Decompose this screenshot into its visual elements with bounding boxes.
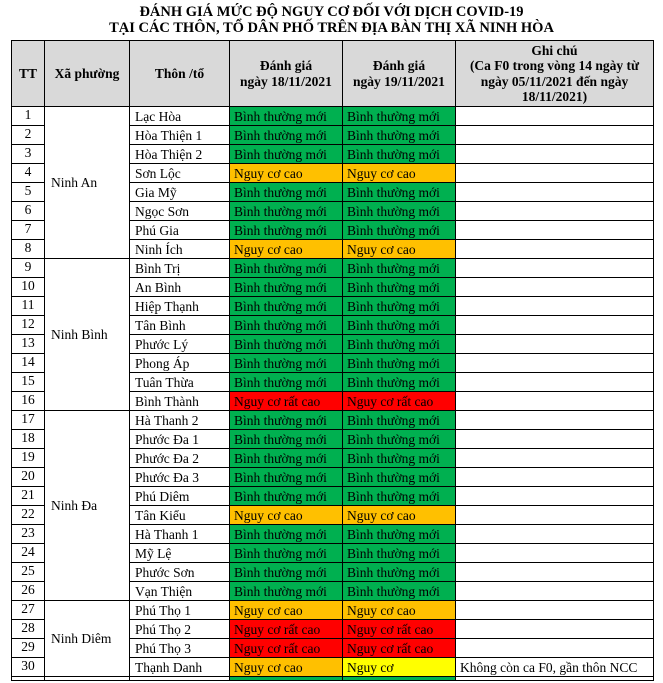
cell-status-19: Bình thường mới bbox=[343, 202, 456, 221]
cell-note bbox=[456, 373, 654, 392]
header-thon-to: Thôn /tổ bbox=[130, 41, 230, 107]
cell-xa-phuong bbox=[45, 677, 130, 681]
cell-status-18: Nguy cơ cao bbox=[230, 601, 343, 620]
cell-tt: 21 bbox=[12, 487, 45, 506]
cell-status-19: Bình thường mới bbox=[343, 582, 456, 601]
cell-note bbox=[456, 525, 654, 544]
cell-thon: An Bình bbox=[130, 278, 230, 297]
header-ghi-chu-line4: 18/11/2021) bbox=[521, 89, 588, 104]
header-ghi-chu-line2: (Ca F0 trong vòng 14 ngày từ bbox=[469, 58, 640, 73]
cell-thon: Phú Thọ 1 bbox=[130, 601, 230, 620]
cell-thon: Bình Trị bbox=[130, 259, 230, 278]
cell-note bbox=[456, 145, 654, 164]
cell-tt: 6 bbox=[12, 202, 45, 221]
cell-thon: Hà Thanh 1 bbox=[130, 525, 230, 544]
table-row bbox=[12, 259, 654, 278]
cell-note bbox=[456, 240, 654, 259]
cell-status-19: Bình thường mới bbox=[343, 411, 456, 430]
cell-thon: Mỹ Lệ bbox=[130, 544, 230, 563]
cell-status-19: Nguy cơ cao bbox=[343, 601, 456, 620]
header-danh-gia-18-line2: ngày 18/11/2021 bbox=[240, 73, 332, 89]
cell-note bbox=[456, 278, 654, 297]
cell-status-18: Bình thường mới bbox=[230, 487, 343, 506]
cell-status-19: Bình thường mới bbox=[343, 221, 456, 240]
cell-thon: Hà Thanh 2 bbox=[130, 411, 230, 430]
cell-status-19: Nguy cơ cao bbox=[343, 164, 456, 183]
cell-tt: 7 bbox=[12, 221, 45, 240]
cell-status-18: Bình thường mới bbox=[230, 373, 343, 392]
header-ghi-chu-line1: Ghi chú bbox=[531, 42, 578, 58]
header-tt: TT bbox=[12, 41, 45, 107]
cell-status-18: Bình thường mới bbox=[230, 202, 343, 221]
cell-status-18: Nguy cơ rất cao bbox=[230, 620, 343, 639]
cell-thon: Tân Bình bbox=[130, 316, 230, 335]
cell-note bbox=[456, 563, 654, 582]
cell-status-19: Nguy cơ bbox=[343, 658, 456, 677]
cell-tt: 8 bbox=[12, 240, 45, 259]
cell-tt: 30 bbox=[12, 658, 45, 677]
cell-note bbox=[456, 221, 654, 240]
cell-status-19: Bình thường mới bbox=[343, 316, 456, 335]
cell-status-19: Bình thường mới bbox=[343, 107, 456, 126]
cell-thon: Vạn Thiện bbox=[130, 582, 230, 601]
cell-note bbox=[456, 202, 654, 221]
cell-tt: 25 bbox=[12, 563, 45, 582]
cell-note bbox=[456, 487, 654, 506]
cell-status-19: Bình thường mới bbox=[343, 430, 456, 449]
cell-status-19: Bình thường mới bbox=[343, 145, 456, 164]
cell-status-18: Bình thường mới bbox=[230, 297, 343, 316]
cell-note bbox=[456, 506, 654, 525]
cell-note bbox=[456, 335, 654, 354]
cell-status-19 bbox=[343, 677, 456, 681]
cell-note bbox=[456, 582, 654, 601]
cell-status-18: Bình thường mới bbox=[230, 183, 343, 202]
cell-status-18: Bình thường mới bbox=[230, 544, 343, 563]
cell-status-19: Bình thường mới bbox=[343, 297, 456, 316]
cell-thon: Phước Đa 1 bbox=[130, 430, 230, 449]
cell-status-19: Bình thường mới bbox=[343, 259, 456, 278]
cell-xa-phuong: Ninh Bình bbox=[45, 259, 130, 411]
cell-thon: Phước Đa 2 bbox=[130, 449, 230, 468]
cell-note bbox=[456, 639, 654, 658]
header-ghi-chu-line3: ngày 05/11/2021 đến ngày bbox=[480, 73, 629, 89]
cell-note bbox=[456, 183, 654, 202]
cell-status-18: Bình thường mới bbox=[230, 563, 343, 582]
cell-thon: Phú Thọ 2 bbox=[130, 620, 230, 639]
cell-tt: 13 bbox=[12, 335, 45, 354]
header-row bbox=[12, 41, 654, 107]
cell-thon: Phong Áp bbox=[130, 354, 230, 373]
table-row bbox=[12, 107, 654, 126]
cell-status-18: Bình thường mới bbox=[230, 335, 343, 354]
header-danh-gia-18 bbox=[230, 41, 343, 107]
cell-status-19: Nguy cơ rất cao bbox=[343, 639, 456, 658]
cell-status-19: Bình thường mới bbox=[343, 468, 456, 487]
risk-assessment-table bbox=[11, 40, 654, 681]
cell-status-19: Bình thường mới bbox=[343, 354, 456, 373]
cell-status-19: Bình thường mới bbox=[343, 126, 456, 145]
cell-xa-phuong: Ninh An bbox=[45, 107, 130, 259]
cell-note bbox=[456, 449, 654, 468]
cell-status-18: Bình thường mới bbox=[230, 259, 343, 278]
table-body bbox=[12, 107, 654, 681]
cell-tt: 1 bbox=[12, 107, 45, 126]
cell-status-18: Bình thường mới bbox=[230, 411, 343, 430]
cell-status-19: Bình thường mới bbox=[343, 544, 456, 563]
table-row bbox=[12, 601, 654, 620]
cell-tt: 28 bbox=[12, 620, 45, 639]
cell-thon bbox=[130, 677, 230, 681]
cell-xa-phuong: Ninh Đa bbox=[45, 411, 130, 601]
cell-tt: 20 bbox=[12, 468, 45, 487]
cell-status-19: Bình thường mới bbox=[343, 335, 456, 354]
cell-thon: Gia Mỹ bbox=[130, 183, 230, 202]
cell-status-18: Bình thường mới bbox=[230, 582, 343, 601]
cell-thon: Tuân Thừa bbox=[130, 373, 230, 392]
cell-note bbox=[456, 620, 654, 639]
cell-tt: 14 bbox=[12, 354, 45, 373]
cell-status-19: Nguy cơ rất cao bbox=[343, 620, 456, 639]
header-danh-gia-19-line2: ngày 19/11/2021 bbox=[353, 73, 445, 89]
cell-tt: 19 bbox=[12, 449, 45, 468]
header-danh-gia-19-line1: Đánh giá bbox=[372, 58, 426, 73]
cell-thon: Thạnh Danh bbox=[130, 658, 230, 677]
cell-note bbox=[456, 164, 654, 183]
cell-status-18: Bình thường mới bbox=[230, 126, 343, 145]
cell-thon: Phú Diêm bbox=[130, 487, 230, 506]
table-row bbox=[12, 411, 654, 430]
cell-status-18: Nguy cơ cao bbox=[230, 658, 343, 677]
cell-tt: 10 bbox=[12, 278, 45, 297]
cell-status-18: Nguy cơ cao bbox=[230, 240, 343, 259]
cell-note bbox=[456, 601, 654, 620]
cell-thon: Phước Lý bbox=[130, 335, 230, 354]
cell-note: Không còn ca F0, gần thôn NCC bbox=[456, 658, 654, 677]
cell-status-19: Bình thường mới bbox=[343, 183, 456, 202]
cell-tt: 29 bbox=[12, 639, 45, 658]
cell-tt: 24 bbox=[12, 544, 45, 563]
cell-status-19: Nguy cơ cao bbox=[343, 240, 456, 259]
cell-status-18: Bình thường mới bbox=[230, 354, 343, 373]
cell-xa-phuong: Ninh Diêm bbox=[45, 601, 130, 677]
cell-note bbox=[456, 354, 654, 373]
cell-status-18: Bình thường mới bbox=[230, 449, 343, 468]
cell-status-18: Nguy cơ cao bbox=[230, 164, 343, 183]
cell-status-19: Bình thường mới bbox=[343, 563, 456, 582]
cell-note bbox=[456, 259, 654, 278]
cell-note bbox=[456, 107, 654, 126]
cell-status-18: Nguy cơ cao bbox=[230, 506, 343, 525]
cell-status-19: Bình thường mới bbox=[343, 487, 456, 506]
cell-tt: 4 bbox=[12, 164, 45, 183]
cell-thon: Hiệp Thạnh bbox=[130, 297, 230, 316]
cell-status-18: Bình thường mới bbox=[230, 145, 343, 164]
cell-tt: 18 bbox=[12, 430, 45, 449]
cell-status-19: Nguy cơ cao bbox=[343, 506, 456, 525]
cell-note bbox=[456, 316, 654, 335]
cell-tt: 27 bbox=[12, 601, 45, 620]
cell-status-18: Bình thường mới bbox=[230, 278, 343, 297]
cell-thon: Tân Kiểu bbox=[130, 506, 230, 525]
cell-status-18: Bình thường mới bbox=[230, 430, 343, 449]
cell-thon: Phước Đa 3 bbox=[130, 468, 230, 487]
cell-thon: Ninh Ích bbox=[130, 240, 230, 259]
cell-note bbox=[456, 468, 654, 487]
cell-note bbox=[456, 297, 654, 316]
cell-note bbox=[456, 430, 654, 449]
header-danh-gia-18-line1: Đánh giá bbox=[259, 58, 313, 73]
header-xa-phuong: Xã phường bbox=[45, 41, 130, 107]
cell-tt: 26 bbox=[12, 582, 45, 601]
document-title-line1: ĐÁNH GIÁ MỨC ĐỘ NGUY CƠ ĐỐI VỚI DỊCH COVID-19 bbox=[139, 4, 524, 20]
cell-note bbox=[456, 411, 654, 430]
cell-tt: 16 bbox=[12, 392, 45, 411]
cell-tt: 17 bbox=[12, 411, 45, 430]
cell-tt: 3 bbox=[12, 145, 45, 164]
cell-note bbox=[456, 392, 654, 411]
header-ghi-chu bbox=[456, 41, 654, 107]
cell-tt: 2 bbox=[12, 126, 45, 145]
cell-status-18: Bình thường mới bbox=[230, 525, 343, 544]
cell-tt: 22 bbox=[12, 506, 45, 525]
cell-status-19: Bình thường mới bbox=[343, 449, 456, 468]
document-title-line2: TẠI CÁC THÔN, TỔ DÂN PHỐ TRÊN ĐỊA BÀN THỊ XÃ NINH HÒA bbox=[109, 20, 554, 36]
cell-status-19: Nguy cơ rất cao bbox=[343, 392, 456, 411]
cell-note bbox=[456, 126, 654, 145]
cell-tt bbox=[12, 677, 45, 681]
cell-status-18: Nguy cơ rất cao bbox=[230, 639, 343, 658]
cell-thon: Bình Thành bbox=[130, 392, 230, 411]
cell-status-18: Bình thường mới bbox=[230, 107, 343, 126]
cell-status-18: Bình thường mới bbox=[230, 468, 343, 487]
cell-thon: Hòa Thiện 2 bbox=[130, 145, 230, 164]
cell-status-18: Bình thường mới bbox=[230, 221, 343, 240]
header-danh-gia-19 bbox=[343, 41, 456, 107]
cell-note bbox=[456, 677, 654, 681]
cell-status-19: Bình thường mới bbox=[343, 278, 456, 297]
cell-thon: Hòa Thiện 1 bbox=[130, 126, 230, 145]
cell-tt: 9 bbox=[12, 259, 45, 278]
cell-tt: 11 bbox=[12, 297, 45, 316]
cell-thon: Phú Gia bbox=[130, 221, 230, 240]
cell-thon: Ngọc Sơn bbox=[130, 202, 230, 221]
cell-tt: 5 bbox=[12, 183, 45, 202]
cell-status-18 bbox=[230, 677, 343, 681]
cell-tt: 15 bbox=[12, 373, 45, 392]
cell-tt: 23 bbox=[12, 525, 45, 544]
cell-status-18: Bình thường mới bbox=[230, 316, 343, 335]
cell-note bbox=[456, 544, 654, 563]
cell-status-19: Bình thường mới bbox=[343, 373, 456, 392]
cell-thon: Phú Thọ 3 bbox=[130, 639, 230, 658]
cell-tt: 12 bbox=[12, 316, 45, 335]
cell-thon: Phước Sơn bbox=[130, 563, 230, 582]
cell-status-18: Nguy cơ rất cao bbox=[230, 392, 343, 411]
cell-thon: Sơn Lộc bbox=[130, 164, 230, 183]
table-row-partial bbox=[12, 677, 654, 681]
cell-status-19: Bình thường mới bbox=[343, 525, 456, 544]
cell-thon: Lạc Hòa bbox=[130, 107, 230, 126]
